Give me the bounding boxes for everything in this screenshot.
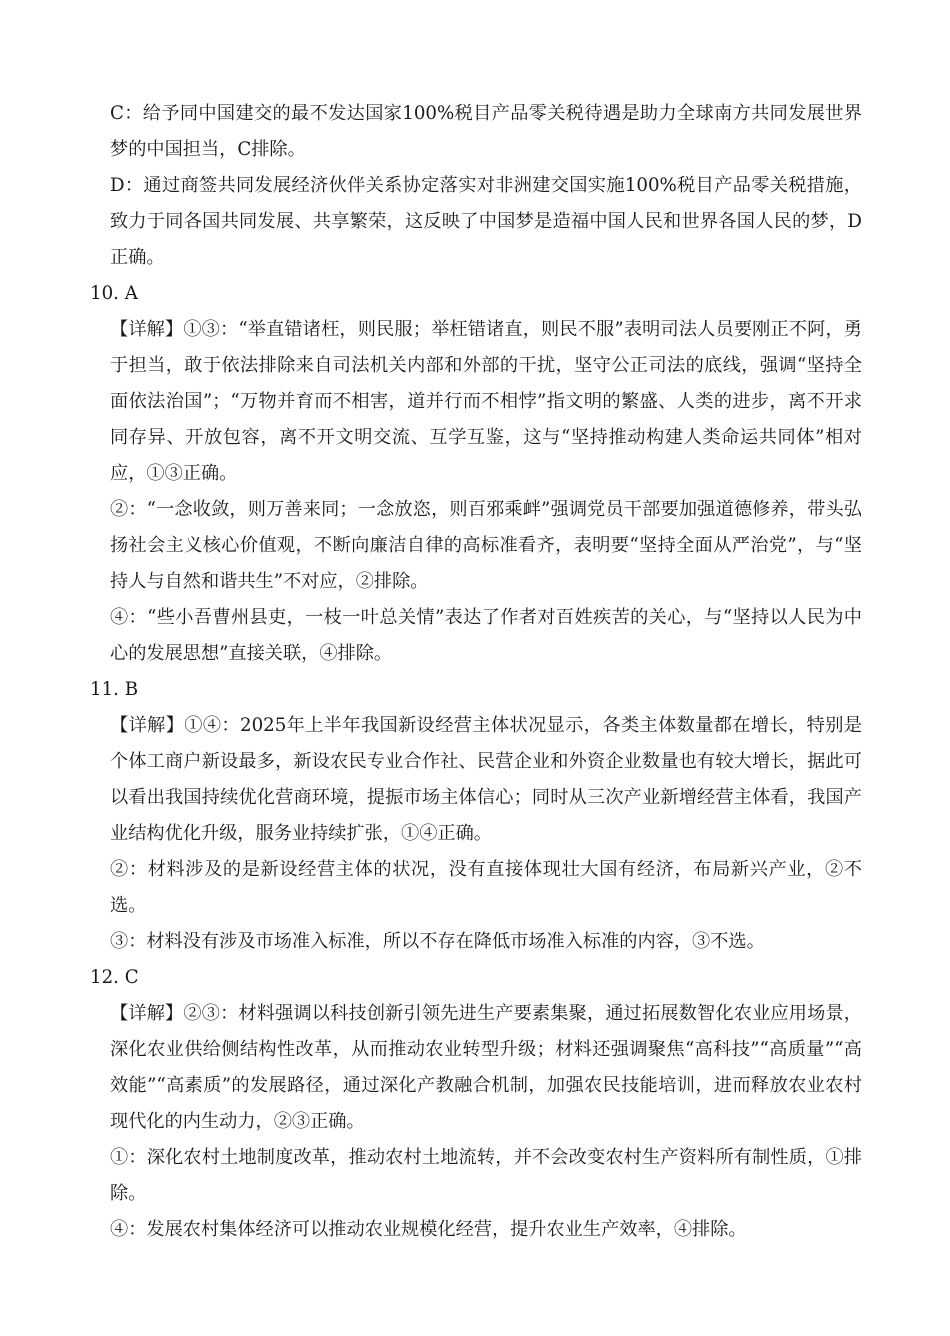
q10-explanation-1-3: 【详解】①③：“举直错诸枉，则民服；举枉错诸直，则民不服”表明司法人员要刚正不阿，勇于担当，敢于依法排除来自司法机关内部和外部的干扰，坚守公正司法的底线，强调“坚持全面依法治国”；“万物并育而不相害，道并行而不相悖”指文明的繁盛、人类的进步，离不开求同存异、开放包容，离不开文明交流、互学互鉴，这与“坚持推动构建人类命运共同体”相对应，①③正确。 bbox=[110, 319, 862, 484]
q11-explanation-3: ③：材料没有涉及市场准入标准，所以不存在降低市场准入标准的内容，③不选。 bbox=[110, 931, 765, 952]
question-11-answer: 11. B bbox=[90, 679, 139, 700]
option-c-analysis: C：给予同中国建交的最不发达国家100%税目产品零关税待遇是助力全球南方共同发展世界梦的中国担当，C排除。 bbox=[110, 103, 862, 160]
q12-explanation-1: ①：深化农村土地制度改革，推动农村土地流转，并不会改变农村生产资料所有制性质，①排除。 bbox=[110, 1147, 862, 1204]
q12-explanation-2-3: 【详解】②③：材料强调以科技创新引领先进生产要素集聚，通过拓展数智化农业应用场景，深化农业供给侧结构性改革，从而推动农业转型升级；材料还强调聚焦“高科技”“高质量”“高效能”“高素质”的发展路径，通过深化产教融合机制，加强农民技能培训，进而释放农业农村现代化的内生动力，②③正确。 bbox=[110, 1003, 862, 1132]
question-10-answer: 10. A bbox=[90, 283, 138, 304]
q11-explanation-1-4: 【详解】①④：2025年上半年我国新设经营主体状况显示，各类主体数量都在增长，特别是个体工商户新设最多，新设农民专业合作社、民营企业和外资企业数量也有较大增长，据此可以看出我国持续优化营商环境，提振市场主体信心；同时从三次产业新增经营主体看，我国产业结构优化升级，服务业持续扩张，①④正确。 bbox=[110, 715, 862, 844]
option-d-analysis: D：通过商签共同发展经济伙伴关系协定落实对非洲建交国实施100%税目产品零关税措施，致力于同各国共同发展、共享繁荣，这反映了中国梦是造福中国人民和世界各国人民的梦，D正确。 bbox=[110, 175, 862, 268]
q10-explanation-2: ②：“一念收敛，则万善来同；一念放恣，则百邪乘衅”强调党员干部要加强道德修养，带头弘扬社会主义核心价值观，不断向廉洁自律的高标准看齐，表明要“坚持全面从严治党”，与“坚持人与自然和谐共生”不对应，②排除。 bbox=[110, 499, 862, 592]
question-12-answer: 12. C bbox=[90, 967, 139, 988]
q10-explanation-4: ④：“些小吾曹州县吏，一枝一叶总关情”表达了作者对百姓疾苦的关心，与“坚持以人民为中心的发展思想”直接关联，④排除。 bbox=[110, 607, 862, 664]
q12-explanation-4: ④：发展农村集体经济可以推动农业规模化经营，提升农业生产效率，④排除。 bbox=[110, 1219, 747, 1240]
q11-explanation-2: ②：材料涉及的是新设经营主体的状况，没有直接体现壮大国有经济，布局新兴产业，②不选。 bbox=[110, 859, 862, 916]
